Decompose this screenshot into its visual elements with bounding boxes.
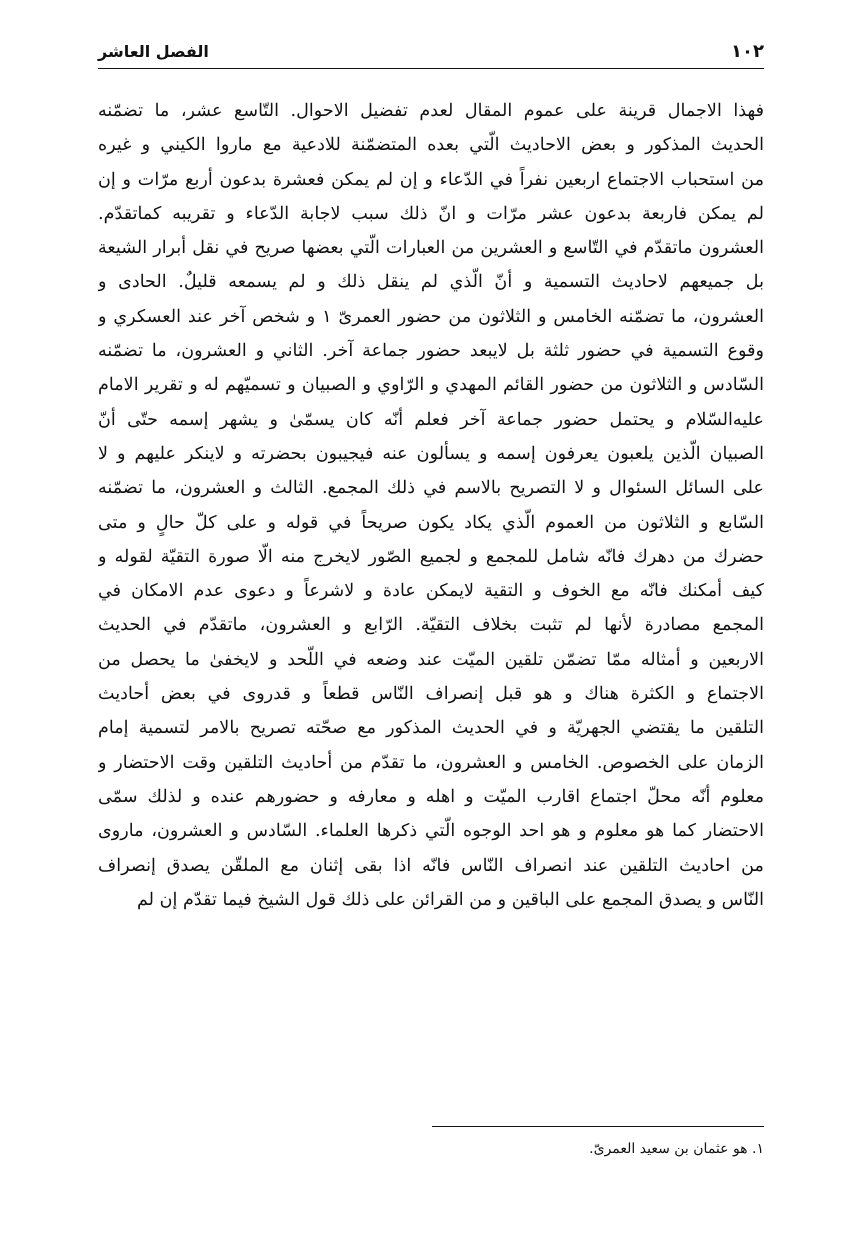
text-line: معلوم أنّه محلّ اجتماع اقارب الميّت و اهله و معارفه و حضورهم عنده و لذلك سمّى [98,786,764,807]
page-header [98,36,764,69]
text-line: الصبيان الّذين يلعبون يعرفون إسمه و يسألون عنه فيجيبون بحضرته و لاينكر عليهم و لا [98,443,764,464]
page-number: ١٠٢ [731,41,764,62]
body-text [98,94,764,917]
text-line: وقوع التسمية في حضور ثلثة بل لايبعد حضور جماعة آخر. الثاني و العشرون، ما تضمّنه [98,341,764,362]
footnote: ١. هو عثمان بن سعيد العمرىّ. [589,1141,764,1157]
text-line: الاحتضار كما هو معلوم و هو احد الوجوه الّتي ذكرها العلماء. السّادس و العشرون، ماروى [98,821,764,842]
text-line: العشرون، ما تضمّنه الخامس و الثلاثون من حضور العمرىّ ١ و شخص آخر عند العسكري و [98,306,764,327]
text-line: حضرك من دهرك فانّه شامل للمجمع و لجميع الصّور لايخرج منه الّا صورة التقيّة لقوله و [98,546,764,567]
text-line: من احاديث التلقين عند انصراف النّاس فانّه اذا بقى إثنان مع الملقّن يصدق إنصراف [98,855,764,876]
text-line: المجمع مصادرة لأنها لم تثبت بخلاف التقيّة. الرّابع و العشرون، ماتقدّم في الحديث [98,615,764,636]
text-line: كيف أمكنك فانّه مع الخوف و التقية لايمكن عادة و لاشرعاً و دعوى عدم الامكان في [98,581,764,602]
text-line: الزمان على الخصوص. الخامس و العشرون، ما تقدّم من أحاديث التلقين وقت الاحتضار و [98,752,764,773]
text-line: الحديث المذكور و بعض الاحاديث الّتي بعده المتضمّنة للادعية مع ماروا الكيني و غيره [98,135,764,156]
chapter-title: الفصل العاشر [98,42,209,61]
text-line: السّادس و الثلاثون من حضور القائم المهدي و الرّاوي و الصبيان و تسميّهم له و تقرير الامام [98,375,764,396]
text-line: الاربعين و أمثاله ممّا تضمّن تلقين الميّت عند وضعه في اللّحد و لايخفىٰ ما يحصل من [98,649,764,670]
document-page [98,36,764,1206]
text-line: السّابع و الثلاثون من العموم الّذي يكاد يكون صريحاً في قوله و على كلّ حالٍ و متى [98,512,764,533]
text-line: النّاس و يصدق المجمع على الباقين و من القرائن على ذلك قول الشيخ فيما تقدّم إن لم [136,889,764,910]
footnote-divider [432,1126,764,1127]
text-line: من استحباب الاجتماع اربعين نفراً في الدّعاء و إن لم يمكن فعشرة بدعون أربع مرّات و إن [98,169,764,190]
text-line: فهذا الاجمال قرينة على عموم المقال لعدم تفضيل الاحوال. التّاسع عشر، ما تضمّنه [98,101,764,121]
text-line: العشرون ماتقدّم في التّاسع و العشرين من العبارات الّتي بعضها صريح في نقل أبرار الشيعة [98,238,764,259]
text-line: بل جميعهم لاحاديث التسمية و أنّ الّذي لم ينقل ذلك و لم يسمعه قليلٌ. الحادى و [98,272,764,293]
text-line: التلقين ما يقتضي الجهريّة و في الحديث المذكور مع صحّته تصريح بالامر لتسمية إمام [98,718,764,739]
text-line: لم يمكن فاربعة بدعون عشر مرّات و انّ ذلك سبب لاجابة الدّعاء و تقريبه كماتقدّم. [98,203,764,224]
text-line: الاجتماع و الكثرة هناك و هو قبل إنصراف النّاس قطعاً و قدروى في بعض أحاديث [98,684,764,705]
text-line: على السائل السئوال و لا التصريح بالاسم في ذلك المجمع. الثالث و العشرون، ما تضمّنه [98,478,764,499]
text-line: عليه‌السّلام و يحتمل حضور جماعة آخر فعلم أنّه كان يسمّىٰ و يشهر إسمه حتّى أنّ [98,409,764,430]
